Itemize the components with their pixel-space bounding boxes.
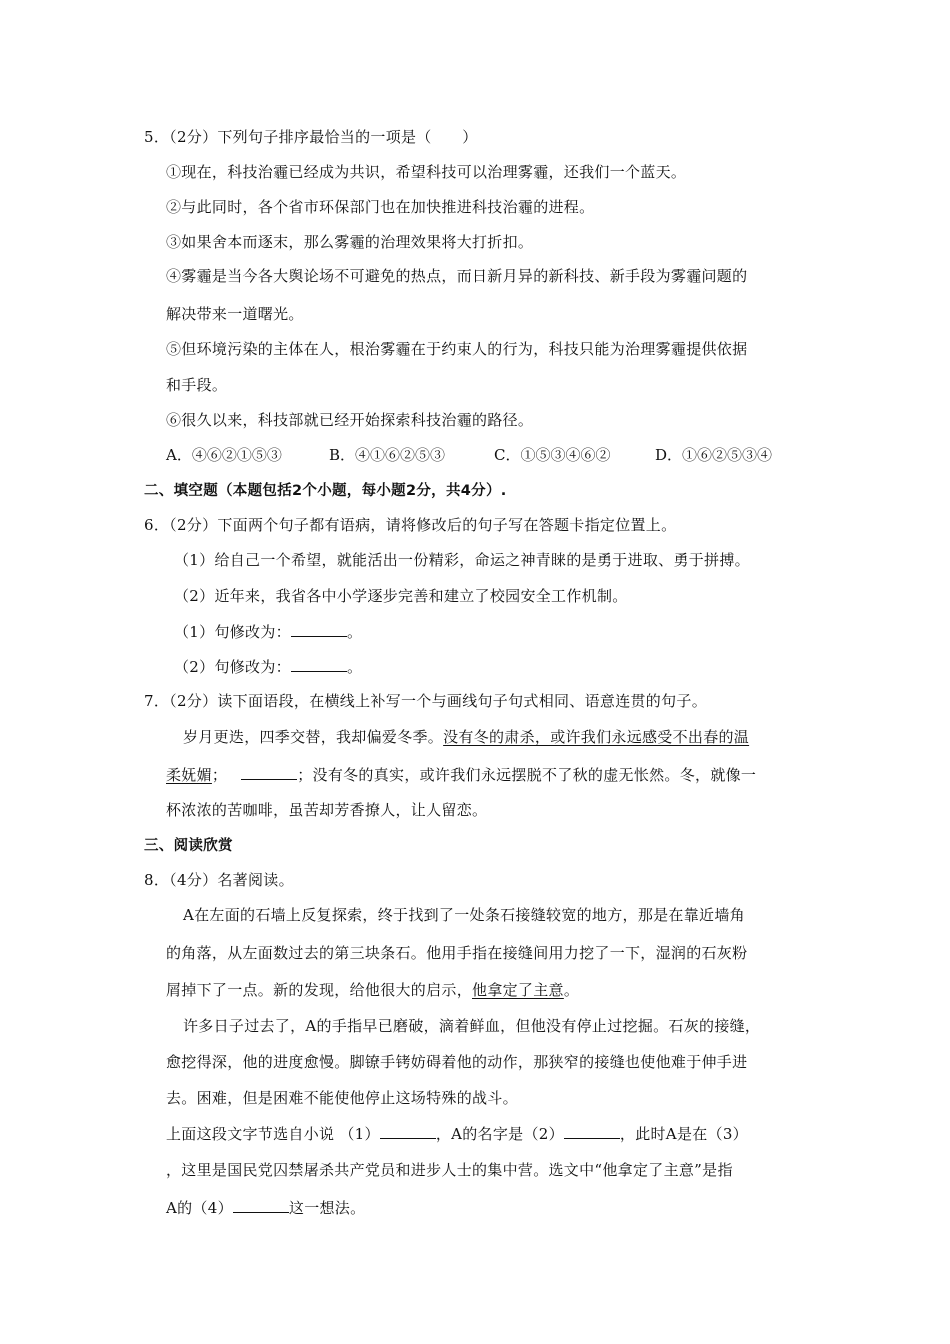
answer-blank[interactable] (233, 1197, 289, 1213)
q7-stem: 7．（2分）读下面语段，在横线上补写一个与画线句子句式相同、语意连贯的句子。 (144, 692, 707, 710)
q6-answer-1-label: （1）句修改为： (174, 623, 291, 641)
answer-blank[interactable] (291, 656, 347, 672)
q6-answer-2: （2）句修改为： 。 (174, 658, 363, 676)
q5-sentence-5b: 和手段。 (166, 376, 228, 394)
q8-question-line-1: 上面这段文字节选自小说 （1） ，A的名字是（2） ，此时A是在（3） (166, 1125, 748, 1143)
q8-paragraph-1a: A在左面的石墙上反复探索，终于找到了一处条石接缝较宽的地方，那是在靠近墙角 (183, 906, 745, 924)
q7-passage-line-2: 柔妩媚； ；没有冬的真实，或许我们永远摆脱不了秋的虚无怅然。冬，就像一 (166, 766, 757, 784)
q5-option-a: A．④⑥②①⑤③ (166, 446, 282, 464)
q6-sentence-2: （2）近年来，我省各中小学逐步完善和建立了校园安全工作机制。 (174, 587, 628, 605)
q5-sentence-3: ③如果舍本而逐末，那么雾霾的治理效果将大打折扣。 (166, 233, 534, 251)
answer-blank[interactable] (241, 764, 297, 780)
q5-option-b: B．④①⑥②⑤③ (329, 446, 446, 464)
q5-sentence-4a: ④雾霾是当今各大舆论场不可避免的热点，而日新月异的新科技、新手段为雾霾问题的 (166, 267, 748, 285)
section-3-heading: 三、阅读欣赏 (144, 838, 233, 854)
q6-sentence-1: （1）给自己一个希望，就能活出一份精彩，命运之神青睐的是勇于进取、勇于拼搏。 (174, 551, 750, 569)
answer-blank[interactable] (291, 621, 347, 637)
answer-blank[interactable] (564, 1123, 620, 1139)
q5-option-d: D．①⑥②⑤③④ (655, 446, 773, 464)
q6-stem: 6．（2分）下面两个句子都有语病，请将修改后的句子写在答题卡指定位置上。 (144, 516, 677, 534)
q8-paragraph-1c: 屑掉下了一点。新的发现，给他很大的启示，他拿定了主意。 (166, 981, 580, 999)
underlined-sentence: 没有冬的肃杀，或许我们永远感受不出春的温 (443, 728, 750, 746)
q8-paragraph-2c: 去。困难，但是困难不能使他停止这场特殊的战斗。 (166, 1089, 518, 1107)
q8-paragraph-2a: 许多日子过去了，A的手指早已磨破，滴着鲜血，但他没有停止过挖掘。石灰的接缝， (183, 1017, 761, 1035)
q6-answer-2-label: （2）句修改为： (174, 658, 291, 676)
q8-paragraph-2b: 愈挖得深，他的进度愈慢。脚镣手铐妨碍着他的动作，那狭窄的接缝也使他难于伸手进 (166, 1053, 748, 1071)
q5-sentence-5a: ⑤但环境污染的主体在人，根治雾霾在于约束人的行为，科技只能为治理雾霾提供依据 (166, 340, 748, 358)
q5-sentence-6: ⑥很久以来，科技部就已经开始探索科技治霾的路径。 (166, 411, 534, 429)
q5-sentence-4b: 解决带来一道曙光。 (166, 305, 304, 323)
q7-passage-line-1: 岁月更迭，四季交替，我却偏爱冬季。没有冬的肃杀，或许我们永远感受不出春的温 (183, 728, 750, 746)
q6-answer-1: （1）句修改为： 。 (174, 623, 363, 641)
q5-stem: 5．（2分）下列句子排序最恰当的一项是（ ） (144, 128, 478, 146)
q8-question-line-3: A的（4） 这一想法。 (166, 1199, 366, 1217)
underlined-phrase: 他拿定了主意 (472, 981, 564, 999)
q8-question-line-2: ，这里是国民党囚禁屠杀共产党员和进步人士的集中营。选文中“他拿定了主意”是指 (166, 1161, 733, 1179)
section-2-heading: 二、填空题（本题包括2个小题，每小题2分，共4分）. (144, 483, 507, 499)
q8-stem: 8．（4分）名著阅读。 (144, 871, 294, 889)
q8-paragraph-1b: 的角落，从左面数过去的第三块条石。他用手指在接缝间用力挖了一下，湿润的石灰粉 (166, 944, 748, 962)
answer-blank[interactable] (380, 1123, 436, 1139)
underlined-sentence-end: 柔妩媚 (166, 766, 212, 784)
q5-sentence-2: ②与此同时，各个省市环保部门也在加快推进科技治霾的进程。 (166, 198, 595, 216)
q5-sentence-1: ①现在，科技治霾已经成为共识，希望科技可以治理雾霾，还我们一个蓝天。 (166, 163, 687, 181)
q5-option-c: C．①⑤③④⑥② (494, 446, 611, 464)
q7-passage-line-3: 杯浓浓的苦咖啡，虽苦却芳香撩人，让人留恋。 (166, 801, 488, 819)
